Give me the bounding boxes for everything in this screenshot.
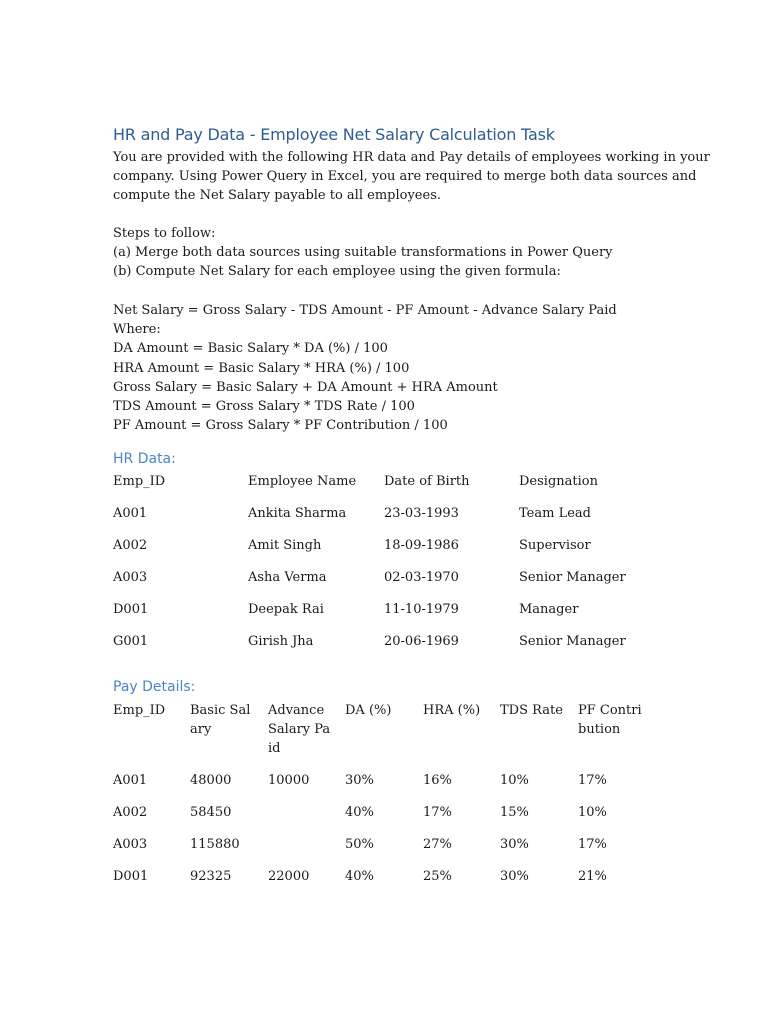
- header-cell: Emp_ID: [113, 703, 166, 718]
- formula-da-amount: DA Amount = Basic Salary * DA (%) / 100: [113, 341, 388, 357]
- table-cell: 30%: [345, 773, 374, 788]
- table-cell: Girish Jha: [248, 634, 314, 649]
- header-cell: HRA (%): [423, 703, 481, 718]
- table-cell: 17%: [578, 837, 607, 852]
- table-cell: 02-03-1970: [384, 570, 459, 585]
- formula-tds-amount: TDS Amount = Gross Salary * TDS Rate / 100: [113, 398, 415, 414]
- table-cell: 17%: [578, 773, 607, 788]
- intro-paragraph: [113, 148, 710, 206]
- pay-details-heading: Pay Details:: [113, 679, 196, 695]
- table-cell: D001: [113, 869, 149, 884]
- table-cell: 58450: [190, 805, 232, 820]
- step-item: (a) Merge both data sources using suitable transformations in Power Query: [113, 245, 613, 261]
- header-cell: Designation: [519, 474, 598, 489]
- table-cell: Amit Singh: [248, 538, 322, 553]
- header-cell: Basic Salary: [190, 703, 251, 737]
- steps-heading: Steps to follow:: [113, 226, 216, 241]
- table-cell: 115880: [190, 837, 240, 852]
- table-cell: 48000: [190, 773, 232, 788]
- formula-pf-amount: PF Amount = Gross Salary * PF Contribution / 100: [113, 418, 448, 434]
- formula-section: [113, 301, 617, 435]
- table-cell: Senior Manager: [519, 570, 626, 585]
- table-cell: 17%: [423, 805, 452, 820]
- formula-hra-amount: HRA Amount = Basic Salary * HRA (%) / 100: [113, 360, 410, 376]
- table-cell: 27%: [423, 837, 452, 852]
- intro-line: compute the Net Salary payable to all employees.: [113, 188, 441, 204]
- header-cell: Emp_ID: [113, 474, 166, 489]
- table-cell: Team Lead: [519, 506, 591, 521]
- table-cell: A001: [113, 506, 148, 521]
- table-cell: Supervisor: [519, 538, 591, 553]
- formula-net-salary: Net Salary = Gross Salary - TDS Amount - PF Amount - Advance Salary Paid: [113, 303, 617, 318]
- table-cell: A002: [113, 538, 148, 553]
- table-cell: 30%: [500, 837, 529, 852]
- intro-line: You are provided with the following HR data and Pay details of employees working in your: [113, 150, 710, 165]
- table-cell: 40%: [345, 805, 374, 820]
- table-cell: Manager: [519, 602, 579, 617]
- intro-line: company. Using Power Query in Excel, you are required to merge both data sources and: [113, 169, 697, 185]
- table-cell: 21%: [578, 869, 607, 884]
- table-cell: Asha Verma: [248, 570, 327, 585]
- table-cell: 30%: [500, 869, 529, 884]
- document-title: HR and Pay Data - Employee Net Salary Calculation Task: [113, 125, 555, 144]
- table-cell: 11-10-1979: [384, 602, 459, 617]
- table-cell: 40%: [345, 869, 374, 884]
- table-cell: D001: [113, 602, 149, 617]
- table-cell: 15%: [500, 805, 529, 820]
- table-cell: A001: [113, 773, 148, 788]
- table-cell: 23-03-1993: [384, 506, 459, 521]
- header-cell: Employee Name: [248, 474, 357, 489]
- table-cell: 20-06-1969: [384, 634, 459, 649]
- header-cell: DA (%): [345, 703, 392, 718]
- header-cell: Advance Salary Paid: [268, 703, 331, 756]
- table-cell: 10%: [578, 805, 607, 820]
- table-cell: Senior Manager: [519, 634, 626, 649]
- table-cell: 25%: [423, 869, 452, 884]
- header-cell: PF Contribution: [578, 703, 642, 737]
- table-cell: 16%: [423, 773, 452, 788]
- table-cell: 10000: [268, 773, 310, 788]
- header-cell: Date of Birth: [384, 474, 470, 489]
- formula-where: Where:: [113, 322, 161, 338]
- formula-gross-salary: Gross Salary = Basic Salary + DA Amount + HRA Amount: [113, 379, 498, 395]
- header-cell: TDS Rate: [500, 703, 563, 718]
- table-cell: A003: [113, 837, 148, 852]
- table-cell: 22000: [268, 869, 310, 884]
- table-cell: 50%: [345, 837, 374, 852]
- table-cell: 92325: [190, 869, 232, 884]
- table-cell: G001: [113, 634, 149, 649]
- hr-data-heading: HR Data:: [113, 451, 176, 467]
- table-cell: A002: [113, 805, 148, 820]
- table-cell: Ankita Sharma: [248, 506, 347, 521]
- table-cell: Deepak Rai: [248, 602, 324, 617]
- table-cell: 18-09-1986: [384, 538, 459, 553]
- step-item: (b) Compute Net Salary for each employee using the given formula:: [113, 264, 561, 280]
- table-cell: A003: [113, 570, 148, 585]
- table-cell: 10%: [500, 773, 529, 788]
- steps-section: [113, 224, 613, 282]
